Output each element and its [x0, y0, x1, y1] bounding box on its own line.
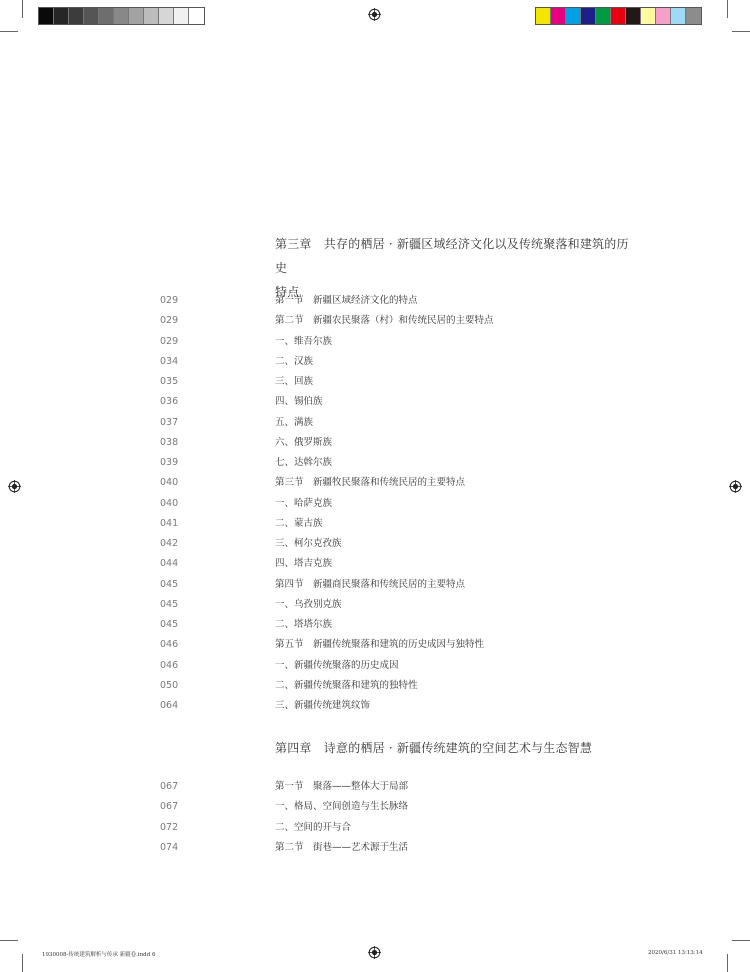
toc-entry [0, 577, 750, 593]
toc-entry [0, 617, 750, 633]
gray-swatch [114, 8, 129, 24]
toc-entry [0, 658, 750, 674]
toc-entry [0, 516, 750, 532]
color-swatch [566, 8, 581, 24]
toc-entry-title: 第二节 街巷——艺术源于生活 [275, 841, 409, 853]
gray-swatch [69, 8, 84, 24]
toc-entry-title: 一、新疆传统聚落的历史成因 [275, 659, 399, 671]
color-swatch [671, 8, 686, 24]
color-swatch [656, 8, 671, 24]
chapter-3-title-line-2: 特点 [275, 285, 300, 299]
toc-entry-title: 一、格局、空间创造与生长脉络 [275, 801, 409, 813]
toc-entry [0, 820, 750, 836]
toc-entry-title: 第四节 新疆商民聚落和传统民居的主要特点 [275, 578, 466, 590]
toc-page-number: 064 [160, 700, 179, 711]
toc-entry-title: 一、维吾尔族 [275, 335, 333, 347]
toc-entry-title: 二、汉族 [275, 355, 314, 367]
toc-page-number: 038 [160, 436, 179, 448]
toc-entry [0, 637, 750, 653]
file-slug: 1930008-传统建筑解析与传承 新疆卷.indd 6 [42, 952, 156, 958]
cmyk-color-bar [535, 7, 702, 25]
toc-entry-title: 四、塔吉克族 [275, 558, 333, 570]
registration-mark-icon [368, 946, 381, 959]
crop-mark [0, 940, 18, 941]
toc-entry [0, 475, 750, 491]
crop-mark [727, 954, 728, 972]
color-swatch [551, 8, 566, 24]
toc-page-number: 029 [160, 295, 179, 306]
registration-mark-icon [368, 8, 381, 21]
crop-mark [22, 954, 23, 972]
gray-swatch [39, 8, 54, 24]
toc-entry [0, 313, 750, 329]
color-swatch [641, 8, 656, 24]
toc-entry-title: 五、满族 [275, 416, 314, 428]
crop-mark [0, 31, 18, 32]
gray-swatch [174, 8, 189, 24]
toc-page-number: 067 [160, 781, 179, 792]
gray-swatch [129, 8, 144, 24]
toc-entry-title: 第三节 新疆牧民聚落和传统民居的主要特点 [275, 477, 466, 489]
toc-entry [0, 415, 750, 431]
toc-entry [0, 597, 750, 613]
toc-entry [0, 799, 750, 815]
toc-entry [0, 840, 750, 856]
crop-mark [22, 0, 23, 18]
toc-entry-title: 第五节 新疆传统聚落和建筑的历史成因与独特性 [275, 639, 485, 651]
color-swatch [536, 8, 551, 24]
toc-page-number: 034 [160, 355, 179, 367]
toc-entry [0, 455, 750, 471]
chapter-3-title-line-1: 第三章 共存的栖居 · 新疆区域经济文化以及传统聚落和建筑的历史 [275, 237, 629, 275]
color-swatch [686, 8, 701, 24]
timestamp-slug: 2020/6/31 13:13:14 [648, 950, 703, 956]
toc-entry-title: 三、柯尔克孜族 [275, 538, 342, 549]
toc-entry [0, 374, 750, 390]
toc-entry-title: 二、空间的开与合 [275, 821, 352, 833]
toc-page-number: 074 [160, 841, 179, 853]
grayscale-color-bar [38, 7, 205, 25]
toc-entry-title: 二、蒙古族 [275, 517, 323, 529]
toc-page-number: 041 [160, 517, 179, 529]
color-swatch [611, 8, 626, 24]
toc-entry [0, 698, 750, 714]
toc-entry [0, 678, 750, 694]
toc-entry [0, 435, 750, 451]
toc-entry [0, 334, 750, 350]
toc-entry [0, 354, 750, 370]
toc-entry-title: 第一节 新疆区域经济文化的特点 [275, 295, 418, 306]
toc-page-number: 039 [160, 457, 179, 468]
toc-entry-title: 四、锡伯族 [275, 396, 323, 408]
gray-swatch [144, 8, 159, 24]
toc-entry [0, 394, 750, 410]
toc-entry-title: 一、哈萨克族 [275, 497, 333, 509]
toc-page-number: 045 [160, 598, 179, 610]
toc-page-number: 045 [160, 578, 179, 590]
gray-swatch [159, 8, 174, 24]
gray-swatch [54, 8, 69, 24]
toc-page-number: 050 [160, 679, 179, 691]
gray-swatch [189, 8, 204, 24]
toc-page-number: 036 [160, 396, 179, 408]
toc-page-number: 029 [160, 315, 179, 327]
gray-swatch [84, 8, 99, 24]
toc-entry-title: 七、达斡尔族 [275, 457, 333, 468]
toc-entry-title: 二、塔塔尔族 [275, 619, 333, 630]
crop-mark [732, 940, 750, 941]
color-swatch [581, 8, 596, 24]
toc-entry [0, 556, 750, 572]
toc-entry-title: 第一节 聚落——整体大于局部 [275, 781, 409, 792]
toc-entry [0, 293, 750, 309]
crop-mark [727, 0, 728, 18]
toc-entry-title: 六、俄罗斯族 [275, 436, 333, 448]
toc-entry-title: 第二节 新疆农民聚落（村）和传统民居的主要特点 [275, 315, 494, 327]
color-swatch [596, 8, 611, 24]
toc-entry-title: 一、乌孜别克族 [275, 598, 342, 610]
gray-swatch [99, 8, 114, 24]
toc-page-number: 072 [160, 821, 179, 833]
toc-page-number: 035 [160, 376, 179, 387]
toc-entry [0, 779, 750, 795]
toc-entry [0, 496, 750, 512]
toc-page-number: 046 [160, 639, 179, 651]
toc-page-number: 067 [160, 801, 179, 813]
toc-entry [0, 536, 750, 552]
chapter-4-title: 第四章 诗意的栖居 · 新疆传统建筑的空间艺术与生态智慧 [275, 741, 593, 755]
toc-page-number: 040 [160, 477, 179, 489]
toc-page-number: 029 [160, 335, 179, 347]
toc-entry-title: 三、回族 [275, 376, 314, 387]
crop-mark [732, 31, 750, 32]
toc-entry-title: 三、新疆传统建筑纹饰 [275, 700, 371, 711]
toc-page-number: 046 [160, 659, 179, 671]
toc-page-number: 045 [160, 619, 179, 630]
toc-entry-title: 二、新疆传统聚落和建筑的独特性 [275, 679, 418, 691]
toc-page-number: 042 [160, 538, 179, 549]
color-swatch [626, 8, 641, 24]
toc-page-number: 044 [160, 558, 179, 570]
toc-page-number: 040 [160, 497, 179, 509]
toc-page-number: 037 [160, 416, 179, 428]
